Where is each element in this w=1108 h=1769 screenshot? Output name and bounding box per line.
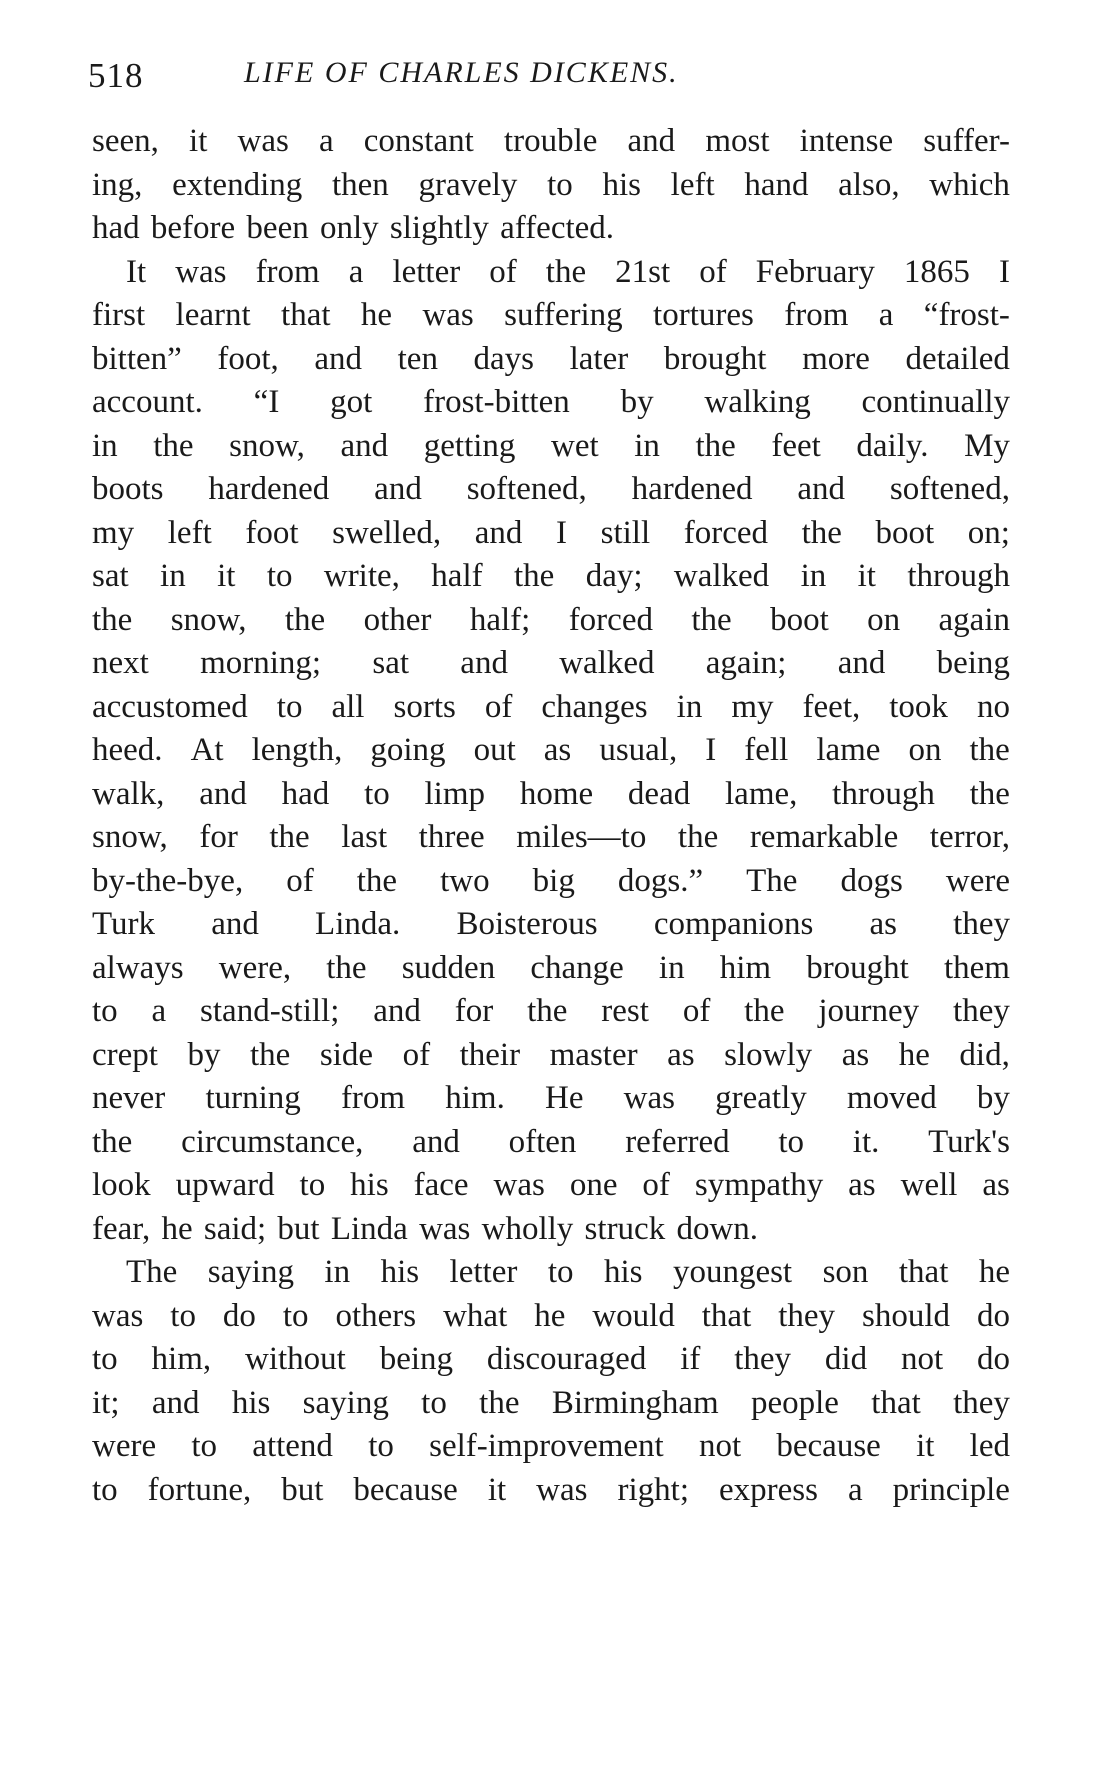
running-title: LIFE OF CHARLES DICKENS. bbox=[244, 56, 679, 89]
text-line: to fortune, but because it was right; express a principle bbox=[92, 1471, 1010, 1508]
text-line: It was from a letter of the 21st of February 1865 I bbox=[126, 253, 1010, 290]
text-line: next morning; sat and walked again; and being bbox=[92, 645, 1010, 681]
text-line: were to attend to self-improvement not because it led bbox=[92, 1428, 1010, 1464]
text-line: The saying in his letter to his youngest son that he bbox=[126, 1254, 1010, 1290]
text-line: to a stand-still; and for the rest of the journey they bbox=[92, 993, 1010, 1029]
text-line: seen, it was a constant trouble and most intense suffer- bbox=[92, 123, 1010, 159]
text-line: was to do to others what he would that they should do bbox=[92, 1297, 1010, 1334]
text-line: look upward to his face was one of sympathy as well as bbox=[92, 1167, 1010, 1203]
text-line: had before been only slightly affected. bbox=[92, 210, 615, 246]
text-line: Turk and Linda. Boisterous companions as they bbox=[92, 906, 1010, 942]
text-line: accustomed to all sorts of changes in my feet, took no bbox=[92, 688, 1010, 725]
text-line: to him, without being discouraged if they did not do bbox=[92, 1341, 1010, 1377]
text-line: ing, extending then gravely to his left hand also, which bbox=[92, 166, 1010, 203]
text-line: the snow, the other half; forced the boot on again bbox=[92, 601, 1010, 638]
text-line: in the snow, and getting wet in the feet daily. My bbox=[92, 427, 1010, 464]
text-line: first learnt that he was suffering tortures from a “frost- bbox=[92, 297, 1010, 333]
text-line: fear, he said; but Linda was wholly struck down. bbox=[92, 1210, 759, 1247]
text-line: bitten” foot, and ten days later brought more detailed bbox=[92, 340, 1010, 377]
text-line: sat in it to write, half the day; walked in it through bbox=[92, 558, 1010, 594]
text-line: my left foot swelled, and I still forced the boot on; bbox=[92, 514, 1010, 551]
text-line: it; and his saying to the Birmingham people that they bbox=[92, 1384, 1010, 1421]
text-line: never turning from him. He was greatly moved by bbox=[92, 1080, 1010, 1116]
text-line: snow, for the last three miles—to the remarkable terror, bbox=[92, 819, 1010, 855]
page-header bbox=[88, 48, 1048, 100]
text-line: boots hardened and softened, hardened and softened, bbox=[92, 471, 1010, 507]
text-line: always were, the sudden change in him brought them bbox=[92, 949, 1010, 986]
text-line: crept by the side of their master as slowly as he did, bbox=[92, 1036, 1010, 1073]
text-line: by-the-bye, of the two big dogs.” The dogs were bbox=[92, 862, 1010, 899]
body-text bbox=[92, 120, 1010, 1512]
text-line: account. “I got frost-bitten by walking continually bbox=[92, 384, 1010, 420]
text-line: the circumstance, and often referred to it. Turk's bbox=[92, 1123, 1010, 1160]
text-line: walk, and had to limp home dead lame, through the bbox=[92, 775, 1010, 812]
text-line: heed. At length, going out as usual, I fell lame on the bbox=[92, 732, 1010, 768]
page-number: 518 bbox=[88, 56, 144, 95]
